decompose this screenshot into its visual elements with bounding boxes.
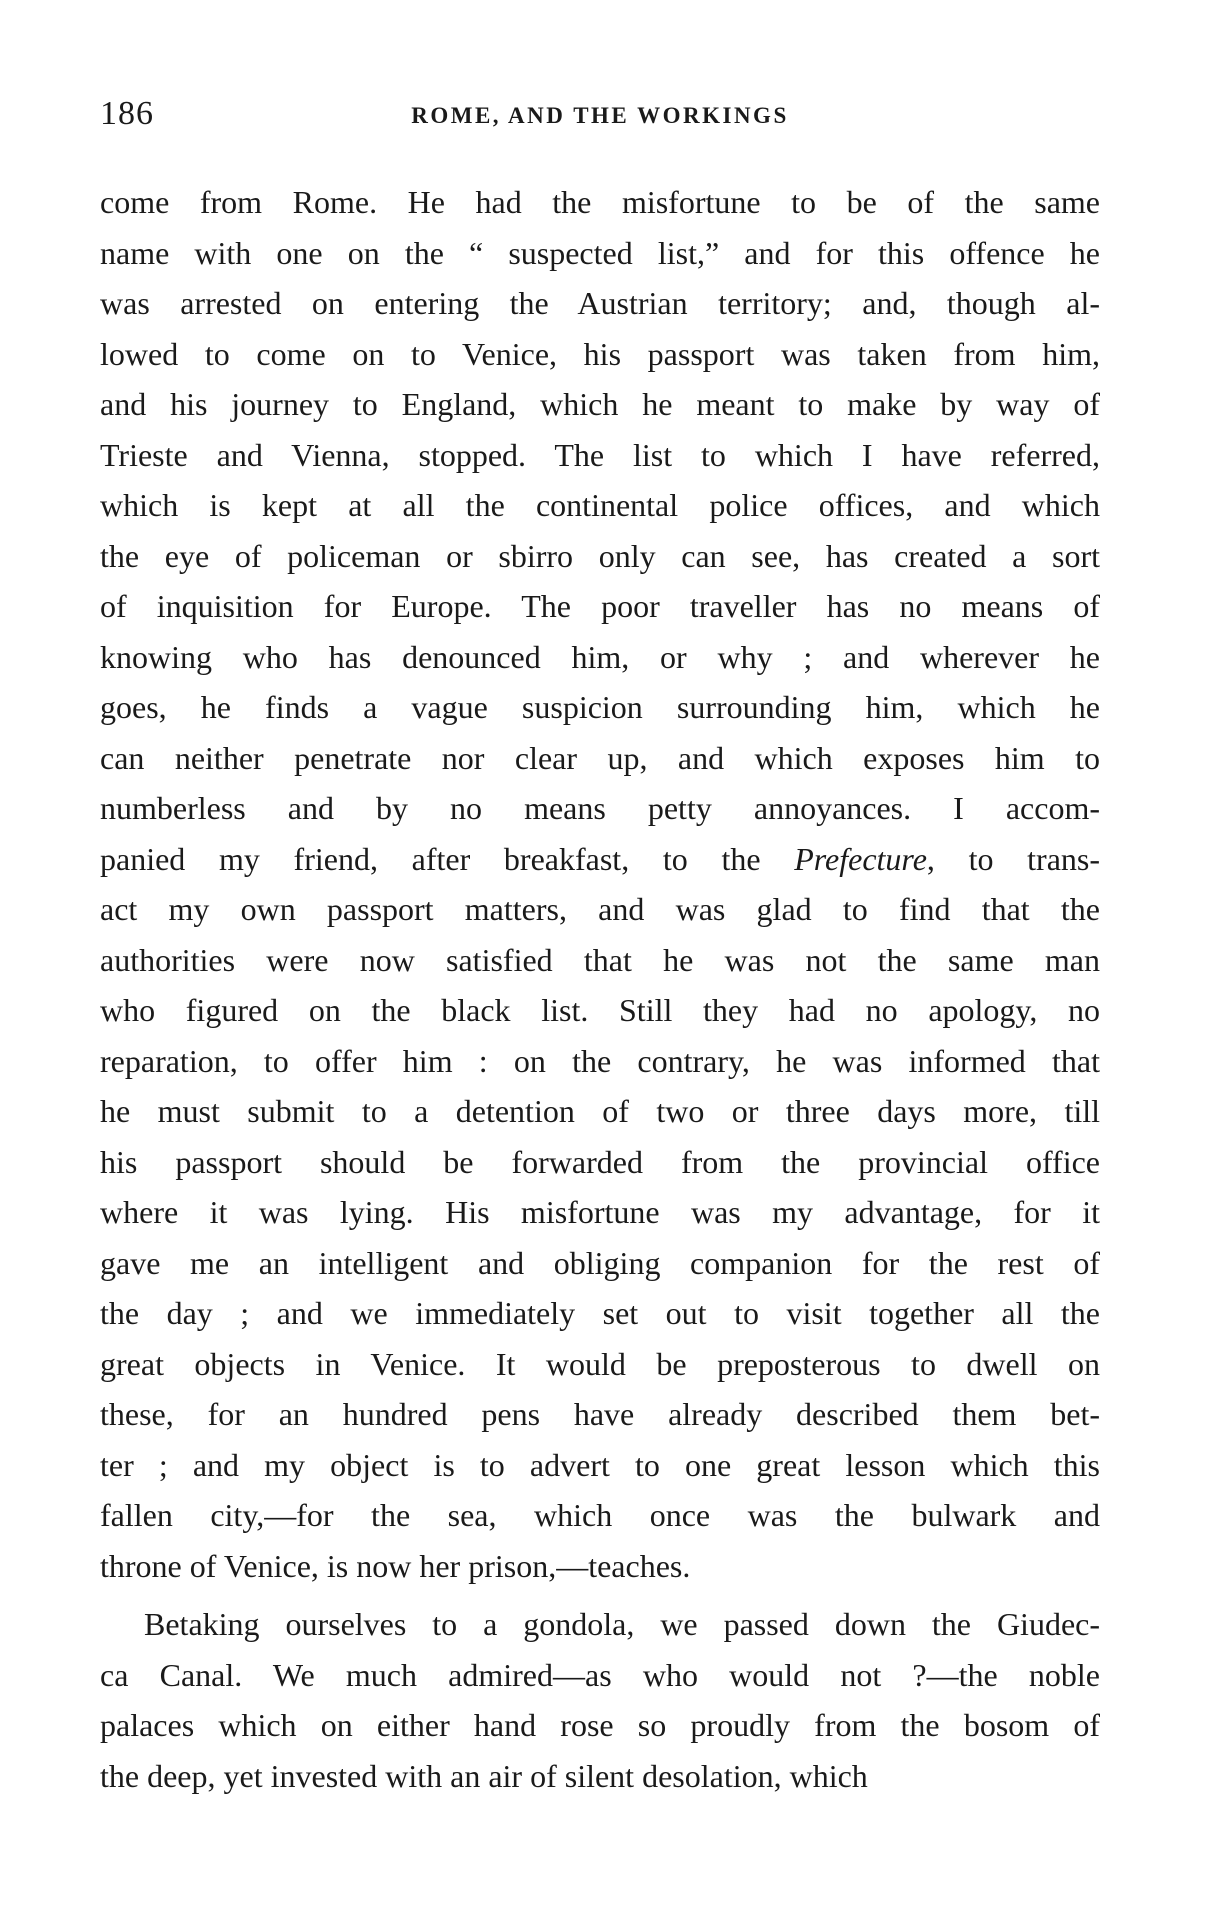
text-line: lowed to come on to Venice, his passport was taken from him, xyxy=(100,335,1100,372)
text-line: come from Rome. He had the misfortune to be of the same xyxy=(100,184,1100,220)
running-title: ROME, AND THE WORKINGS xyxy=(411,103,789,128)
text-line: the day ; and we immediately set out to visit together all the xyxy=(100,1295,1100,1331)
text-line: fallen city,—for the sea, which once was the bulwark and xyxy=(100,1497,1100,1533)
text-line: of inquisition for Europe. The poor traveller has no means of xyxy=(100,588,1100,624)
text-line: which is kept at all the continental police offices, and which xyxy=(100,487,1100,523)
text-run: , to trans- xyxy=(926,840,1100,877)
text-line: was arrested on entering the Austrian territory; and, though al- xyxy=(100,285,1100,321)
page-number: 186 xyxy=(100,95,154,132)
body-text xyxy=(100,177,1100,1801)
text-line: throne of Venice, is now her prison,—teaches. xyxy=(100,1547,691,1584)
text-line: these, for an hundred pens have already described them bet- xyxy=(100,1396,1100,1432)
text-line: Betaking ourselves to a gondola, we passed down the Giudec- xyxy=(144,1606,1100,1642)
text-line: ter ; and my object is to advert to one great lesson which this xyxy=(100,1446,1100,1483)
text-line: who figured on the black list. Still they had no apology, no xyxy=(100,992,1100,1028)
text-line: his passport should be forwarded from the provincial office xyxy=(100,1143,1100,1180)
italic-text-run: Prefecture xyxy=(794,840,927,877)
text-line: authorities were now satisfied that he was not the same man xyxy=(100,941,1100,978)
text-line: act my own passport matters, and was glad to find that the xyxy=(100,891,1100,927)
text-line: palaces which on either hand rose so proudly from the bosom of xyxy=(100,1707,1100,1743)
text-line: name with one on the “ suspected list,” and for this offence he xyxy=(100,234,1100,271)
text-line: the deep, yet invested with an air of silent desolation, which xyxy=(100,1757,868,1794)
text-line: goes, he finds a vague suspicion surrounding him, which he xyxy=(100,689,1100,725)
text-line: gave me an intelligent and obliging companion for the rest of xyxy=(100,1244,1100,1281)
text-line: reparation, to offer him : on the contrary, he was informed that xyxy=(100,1042,1100,1079)
text-line: great objects in Venice. It would be preposterous to dwell on xyxy=(100,1345,1100,1382)
text-run: panied my friend, after breakfast, to the xyxy=(100,840,795,877)
text-line: the eye of policeman or sbirro only can see, has created a sort xyxy=(100,537,1100,574)
text-line: and his journey to England, which he meant to make by way of xyxy=(100,386,1100,422)
text-line: where it was lying. His misfortune was my advantage, for it xyxy=(100,1194,1100,1230)
paragraph-1 xyxy=(100,177,1100,1591)
text-line xyxy=(100,834,1100,885)
running-head xyxy=(100,92,1100,136)
paragraph-2 xyxy=(100,1599,1100,1801)
text-line: knowing who has denounced him, or why ; and wherever he xyxy=(100,638,1100,675)
text-line: ca Canal. We much admired—as who would not ?—the noble xyxy=(100,1656,1100,1693)
text-line: can neither penetrate nor clear up, and which exposes him to xyxy=(100,739,1100,776)
text-line: he must submit to a detention of two or three days more, till xyxy=(100,1093,1100,1129)
text-line: numberless and by no means petty annoyances. I accom- xyxy=(100,790,1100,826)
text-line: Trieste and Vienna, stopped. The list to which I have referred, xyxy=(100,436,1100,473)
